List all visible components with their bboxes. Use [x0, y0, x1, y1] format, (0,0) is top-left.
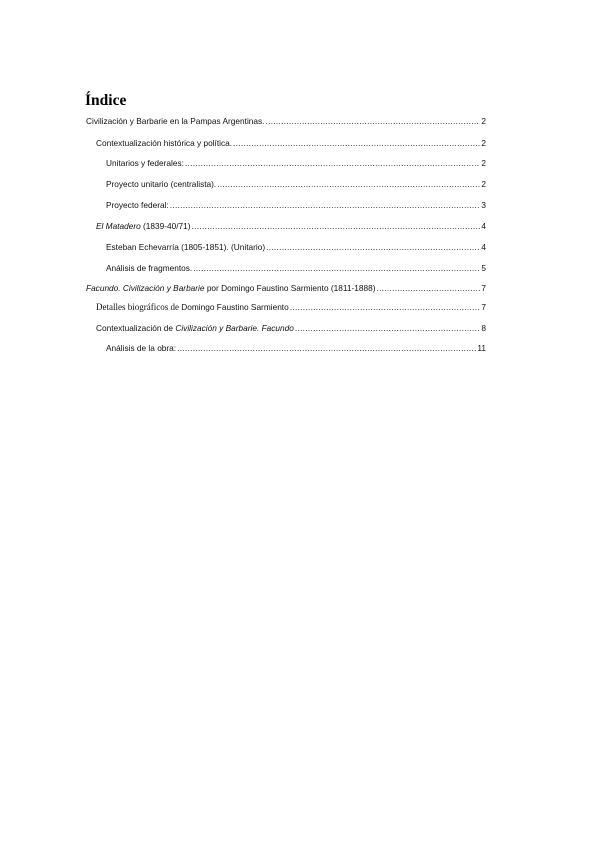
toc-page-number: 7 [481, 302, 486, 312]
toc-entry[interactable] [86, 283, 486, 293]
toc-leader-dots [266, 242, 480, 252]
toc-entry-italic-text: El Matadero [96, 221, 141, 231]
toc-entry-italic-text: Civilización y Barbarie. Facundo [175, 323, 294, 333]
toc-entry-rest-text: (1839-40/71) [140, 221, 191, 231]
toc-entry-text: Análisis de fragmentos. [106, 263, 193, 273]
toc-page-number: 2 [481, 138, 486, 148]
toc-entry-text [86, 283, 375, 293]
toc-entry-text [96, 221, 191, 231]
toc-leader-dots [295, 323, 481, 333]
toc-entry[interactable] [96, 302, 486, 312]
toc-entry-rest-text: Domingo Faustino Sarmiento [178, 302, 289, 312]
toc-entry[interactable] [86, 116, 486, 126]
toc-page-number: 2 [481, 179, 486, 189]
toc-entry-italic-text: Facundo. Civilización y Barbarie [86, 283, 205, 293]
toc-leader-dots [193, 263, 480, 273]
toc-leader-dots [185, 158, 480, 168]
toc-leader-dots [192, 221, 481, 231]
toc-entry[interactable] [106, 242, 486, 252]
toc-leader-dots [290, 302, 481, 312]
toc-entry-pre-text: Contextualización de [96, 323, 176, 333]
toc-entry[interactable] [106, 158, 486, 168]
toc-page-number: 5 [481, 263, 486, 273]
toc-entry-text: Proyecto unitario (centralista). [106, 179, 217, 189]
toc-entry[interactable] [96, 138, 486, 148]
toc-page-number: 4 [481, 242, 486, 252]
toc-entry[interactable] [106, 179, 486, 189]
toc-entry[interactable] [106, 200, 486, 210]
toc-entry-text: Análisis de la obra: [106, 343, 177, 353]
toc-leader-dots [376, 283, 480, 293]
toc-entry-text: Esteban Echevarría (1805-1851). (Unitario) [106, 242, 266, 252]
toc-page-number: 8 [481, 323, 486, 333]
toc-page-number: 2 [481, 158, 486, 168]
toc-leader-dots [233, 138, 480, 148]
toc-entry-text: Civilización y Barbarie en la Pampas Argentinas. [86, 116, 265, 126]
toc-leader-dots [265, 116, 480, 126]
toc-page-number: 11 [477, 343, 486, 353]
toc-entry[interactable] [106, 343, 486, 353]
toc-title: Índice [85, 92, 127, 109]
toc-leader-dots [177, 343, 476, 353]
toc-entry-text [96, 323, 294, 333]
toc-page-number: 7 [481, 283, 486, 293]
toc-entry-text: Unitarios y federales: [106, 158, 184, 168]
toc-entry[interactable] [96, 323, 486, 333]
toc-page-number: 3 [481, 200, 486, 210]
toc-entry-serif-text: Detalles biográficos de [96, 302, 179, 312]
toc-page-number: 4 [481, 221, 486, 231]
toc-entry[interactable] [106, 263, 486, 273]
toc-entry-text: Contextualización histórica y política. [96, 138, 233, 148]
toc-entry-rest-text: por Domingo Faustino Sarmiento (1811-1888) [204, 283, 376, 293]
toc-entry-text: Proyecto federal: [106, 200, 169, 210]
toc-entry[interactable] [96, 221, 486, 231]
toc-leader-dots [217, 179, 480, 189]
toc-entry-text [96, 302, 289, 312]
toc-leader-dots [170, 200, 481, 210]
toc-page-number: 2 [481, 116, 486, 126]
